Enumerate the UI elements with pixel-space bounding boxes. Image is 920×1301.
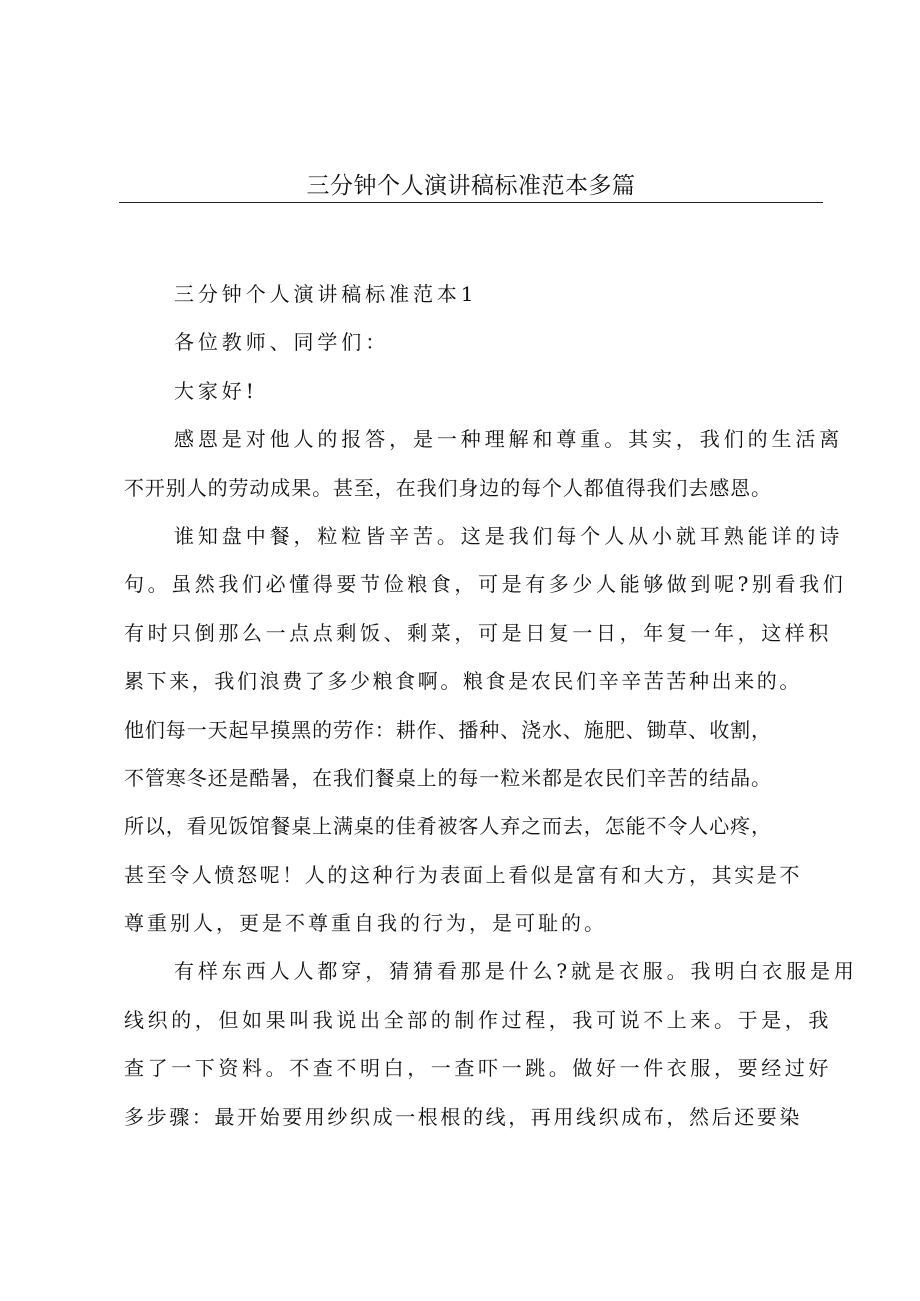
document-body [124, 270, 858, 1141]
document-title: 三分钟个人演讲稿标准范本多篇 [306, 173, 636, 199]
paragraph-line: 线织的，但如果叫我说出全部的制作过程，我可说不上来。于是，我 [124, 1007, 832, 1032]
paragraph-line: 甚至令人愤怒呢！人的这种行为表面上看似是富有和大方，其实是不 [124, 862, 802, 887]
paragraph-line: 所以，看见饭馆餐桌上满桌的佳肴被客人弃之而去，怎能不令人心疼， [124, 814, 772, 839]
greeting: 大家好! [174, 378, 258, 403]
salutation: 各位教师、同学们： [174, 330, 390, 355]
paragraph-line: 累下来，我们浪费了多少粮食啊。粮食是农民们辛辛苦苦种出来的。 [124, 669, 802, 694]
document-header [119, 168, 823, 203]
paragraph-line: 谁知盘中餐，粒粒皆辛苦。这是我们每个人从小就耳熟能详的诗 [174, 523, 844, 548]
paragraph-line: 句。虽然我们必懂得要节俭粮食，可是有多少人能够做到呢?别看我们 [124, 572, 847, 597]
paragraph-line: 尊重别人，更是不尊重自我的行为，是可耻的。 [124, 911, 607, 936]
section-heading: 三分钟个人演讲稿标准范本1 [174, 282, 478, 306]
paragraph-line: 有样东西人人都穿，猜猜看那是什么?就是衣服。我明白衣服是用 [174, 959, 858, 984]
paragraph-line: 多步骤：最开始要用纱织成一根根的线，再用线织成布，然后还要染 [124, 1104, 802, 1129]
paragraph-line: 有时只倒那么一点点剩饭、剩菜，可是日复一日，年复一年，这样积 [124, 620, 832, 645]
paragraph-line: 感恩是对他人的报答，是一种理解和尊重。其实，我们的生活离 [174, 427, 844, 452]
paragraph-line: 不开别人的劳动成果。甚至，在我们身边的每个人都值得我们去感恩。 [124, 475, 772, 500]
paragraph-line: 查了一下资料。不查不明白，一查吓一跳。做好一件衣服，要经过好 [124, 1056, 832, 1081]
paragraph-line: 他们每一天起早摸黑的劳作：耕作、播种、浇水、施肥、锄草、收割， [124, 717, 772, 742]
paragraph-line: 不管寒冬还是酷暑，在我们餐桌上的每一粒米都是农民们辛苦的结晶。 [124, 765, 772, 790]
